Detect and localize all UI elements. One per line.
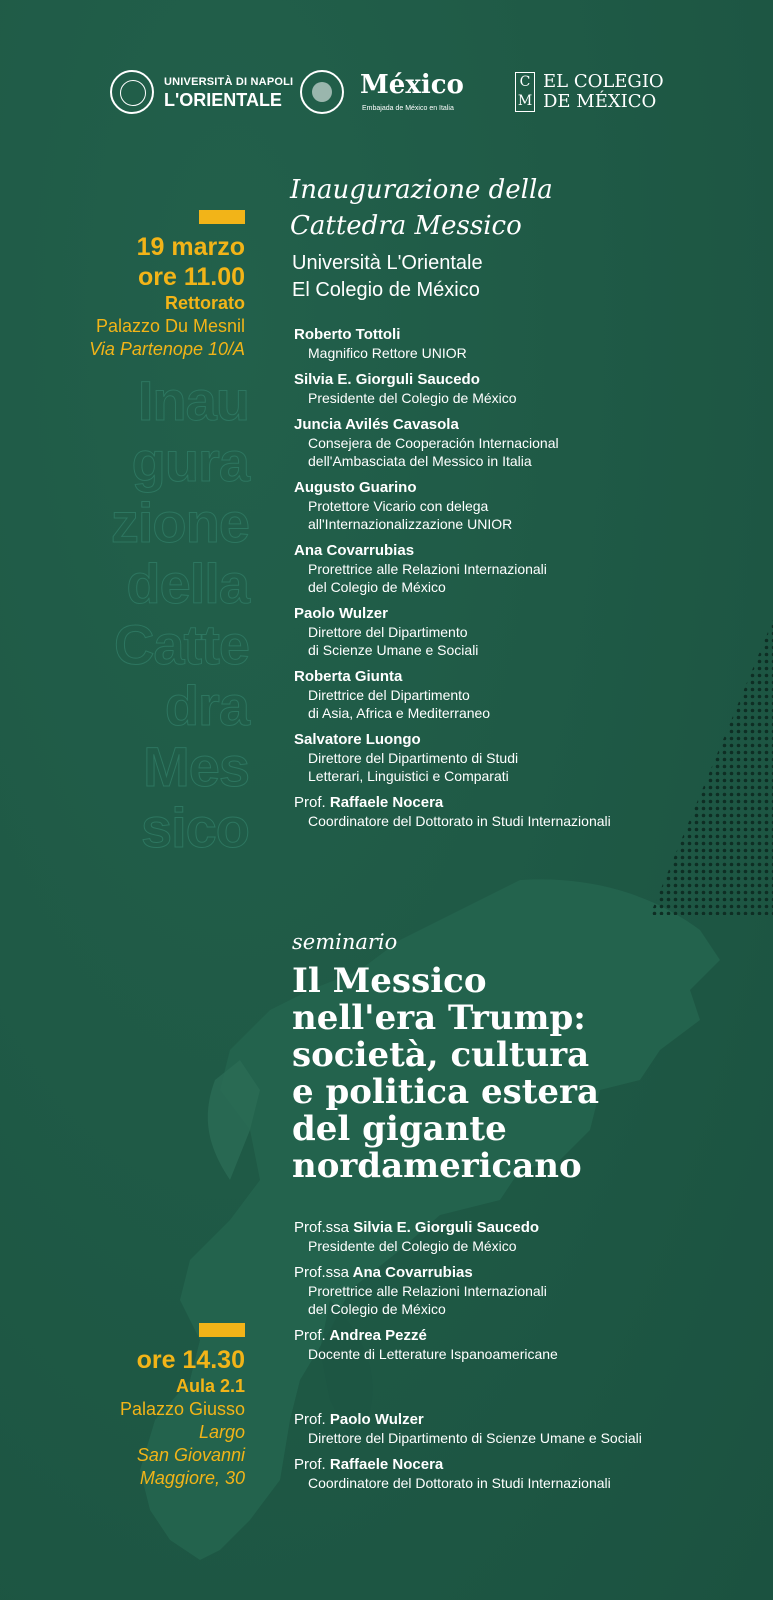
- outline-line: gura: [131, 430, 249, 493]
- speaker-role: di Asia, Africa e Mediterraneo: [308, 705, 491, 721]
- speaker-name: Paolo Wulzer: [329, 1411, 424, 1428]
- speaker-entry: [294, 730, 754, 785]
- speaker-entry: [294, 793, 754, 830]
- event1-accent-bar: [199, 210, 245, 224]
- event2-accent-bar: [199, 1323, 245, 1337]
- speaker-role: Direttore del Dipartimento: [308, 624, 468, 640]
- event1-address: Via Partenope 10/A: [89, 339, 245, 359]
- seminar-title-line: società, cultura: [292, 1035, 590, 1075]
- speaker-name-line: [294, 1218, 754, 1237]
- seminar-speaker-list-a: [294, 1218, 754, 1371]
- speaker-name-line: [294, 1326, 754, 1345]
- seminar-label: seminario: [292, 930, 398, 954]
- event1-title-line2: Cattedra Messico: [290, 211, 522, 241]
- event2-when-where: [120, 1345, 245, 1490]
- speaker-name: Ana Covarrubias: [294, 542, 415, 559]
- speaker-name: Paolo Wulzer: [294, 605, 388, 622]
- speaker-name: Juncia Avilés Cavasola: [294, 416, 459, 433]
- seminar-title-line: del gigante: [292, 1109, 507, 1149]
- speaker-name: Roberta Giunta: [294, 668, 403, 685]
- speaker-name: Silvia E. Giorguli Saucedo: [353, 1219, 540, 1236]
- speaker-role: di Scienze Umane e Sociali: [308, 642, 479, 658]
- event1-subtitle-line1: Università L'Orientale: [292, 252, 483, 274]
- speaker-role: Direttore del Dipartimento di Studi: [308, 750, 519, 766]
- outline-line: dra: [164, 674, 249, 737]
- speaker-role: del Colegio de México: [308, 1301, 446, 1317]
- logo-row: [110, 66, 670, 126]
- speaker-entry: [294, 415, 754, 470]
- speaker-entry: [294, 1455, 754, 1492]
- unior-logo-line2: L'ORIENTALE: [164, 90, 282, 110]
- colmex-monogram-bottom: M: [517, 93, 533, 109]
- speaker-prefix: Prof.ssa: [294, 1264, 350, 1281]
- speaker-name-line: [294, 1455, 754, 1474]
- speaker-prefix: Prof.ssa: [294, 1219, 350, 1236]
- speaker-entry: [294, 370, 754, 407]
- speaker-entry: [294, 604, 754, 659]
- unior-logo-line1: UNIVERSITÀ DI NAPOLI: [164, 76, 294, 88]
- speaker-entry: [294, 541, 754, 596]
- colmex-monogram-icon: [515, 72, 535, 112]
- speaker-name: Raffaele Nocera: [329, 794, 444, 811]
- seminar-speaker-list-b: [294, 1410, 754, 1500]
- event2-address-line: Maggiore, 30: [139, 1468, 245, 1488]
- speaker-role: Consejera de Cooperación Internacional: [308, 435, 559, 451]
- unior-seal-icon: [110, 70, 154, 114]
- speaker-name: Roberto Tottoli: [294, 326, 401, 343]
- speaker-role: Direttore del Dipartimento di Scienze Umane e Sociali: [308, 1430, 642, 1446]
- speaker-role: Coordinatore del Dottorato in Studi Internazionali: [308, 1475, 611, 1491]
- seminar-title-line: e politica estera: [292, 1072, 599, 1112]
- colmex-line1: EL COLEGIO: [543, 71, 664, 92]
- speaker-entry: [294, 1263, 754, 1318]
- speaker-role: Direttrice del Dipartimento: [308, 687, 470, 703]
- speaker-name: Raffaele Nocera: [329, 1456, 444, 1473]
- speaker-name-line: [294, 793, 754, 812]
- speaker-role: Letterari, Linguistici e Comparati: [308, 768, 509, 784]
- mexico-embassy-logo: [300, 66, 500, 122]
- event2-building: Palazzo Giusso: [119, 1399, 245, 1419]
- speaker-role: Coordinatore del Dottorato in Studi Internazionali: [308, 813, 611, 829]
- unior-logo: [110, 66, 294, 122]
- event1-subtitle-line2: El Colegio de México: [292, 279, 480, 301]
- speaker-role: Protettore Vicario con delega: [308, 498, 489, 514]
- event2-time: ore 14.30: [136, 1346, 245, 1374]
- mexico-logo-subtitle: Embajada de México en Italia: [362, 105, 454, 112]
- speaker-role: Prorettrice alle Relazioni Internazionali: [308, 561, 547, 577]
- colmex-logo-text: [543, 72, 664, 112]
- event1-outline-title: [111, 370, 249, 858]
- outline-line: della: [126, 552, 249, 615]
- event1-when-where: [89, 232, 245, 361]
- speaker-role: dell'Ambasciata del Messico in Italia: [308, 453, 532, 469]
- speaker-name-line: [294, 1410, 754, 1429]
- seminar-title-line: Il Messico: [292, 961, 487, 1001]
- speaker-entry: [294, 1326, 754, 1363]
- speaker-role: Presidente del Colegio de México: [308, 1238, 517, 1254]
- seminar-title-line: nell'era Trump:: [292, 998, 586, 1038]
- speaker-name: Ana Covarrubias: [352, 1264, 473, 1281]
- colmex-logo: [515, 66, 675, 122]
- speaker-name: Salvatore Luongo: [294, 731, 421, 748]
- speaker-prefix: Prof.: [294, 1411, 326, 1428]
- event1-date: 19 marzo: [136, 233, 245, 261]
- seminar-title-line: nordamericano: [292, 1146, 582, 1186]
- event2-address-line: San Giovanni: [136, 1445, 245, 1465]
- mexico-seal-icon: [300, 70, 344, 114]
- speaker-entry: [294, 1218, 754, 1255]
- speaker-role: del Colegio de México: [308, 579, 446, 595]
- event1-venue: Rettorato: [165, 293, 245, 313]
- event1-time: ore 11.00: [137, 263, 245, 291]
- speaker-entry: [294, 667, 754, 722]
- speaker-role: Presidente del Colegio de México: [308, 390, 517, 406]
- speaker-entry: [294, 478, 754, 533]
- speaker-prefix: Prof.: [294, 794, 326, 811]
- speaker-role: Docente di Letterature Ispanoamericane: [308, 1346, 558, 1362]
- speaker-prefix: Prof.: [294, 1456, 326, 1473]
- outline-line: Inau: [137, 369, 249, 432]
- outline-line: sico: [140, 796, 249, 859]
- event1-building: Palazzo Du Mesnil: [95, 316, 245, 336]
- speaker-entry: [294, 1410, 754, 1447]
- outline-line: Catte: [113, 613, 249, 676]
- speaker-role: Magnifico Rettore UNIOR: [308, 345, 467, 361]
- speaker-name: Andrea Pezzé: [329, 1327, 427, 1344]
- speaker-prefix: Prof.: [294, 1327, 326, 1344]
- speaker-name: Augusto Guarino: [294, 479, 417, 496]
- speaker-entry: [294, 325, 754, 362]
- seminar-title: [292, 963, 599, 1185]
- event1-title-line1: Inaugurazione della: [290, 175, 553, 205]
- speaker-role: Prorettrice alle Relazioni Internazionali: [308, 1283, 547, 1299]
- outline-line: Mes: [143, 735, 249, 798]
- outline-line: zione: [110, 491, 249, 554]
- mexico-logo-name: México: [360, 70, 464, 100]
- colmex-line2: DE MÉXICO: [543, 91, 657, 112]
- colmex-monogram-top: C: [519, 74, 531, 90]
- speaker-role: all'Internazionalizzazione UNIOR: [308, 516, 513, 532]
- event2-address-line: Largo: [198, 1422, 245, 1442]
- speaker-name: Silvia E. Giorguli Saucedo: [294, 371, 480, 388]
- event2-room: Aula 2.1: [175, 1376, 245, 1396]
- event1-speaker-list: [294, 325, 754, 838]
- speaker-name-line: [294, 1263, 754, 1282]
